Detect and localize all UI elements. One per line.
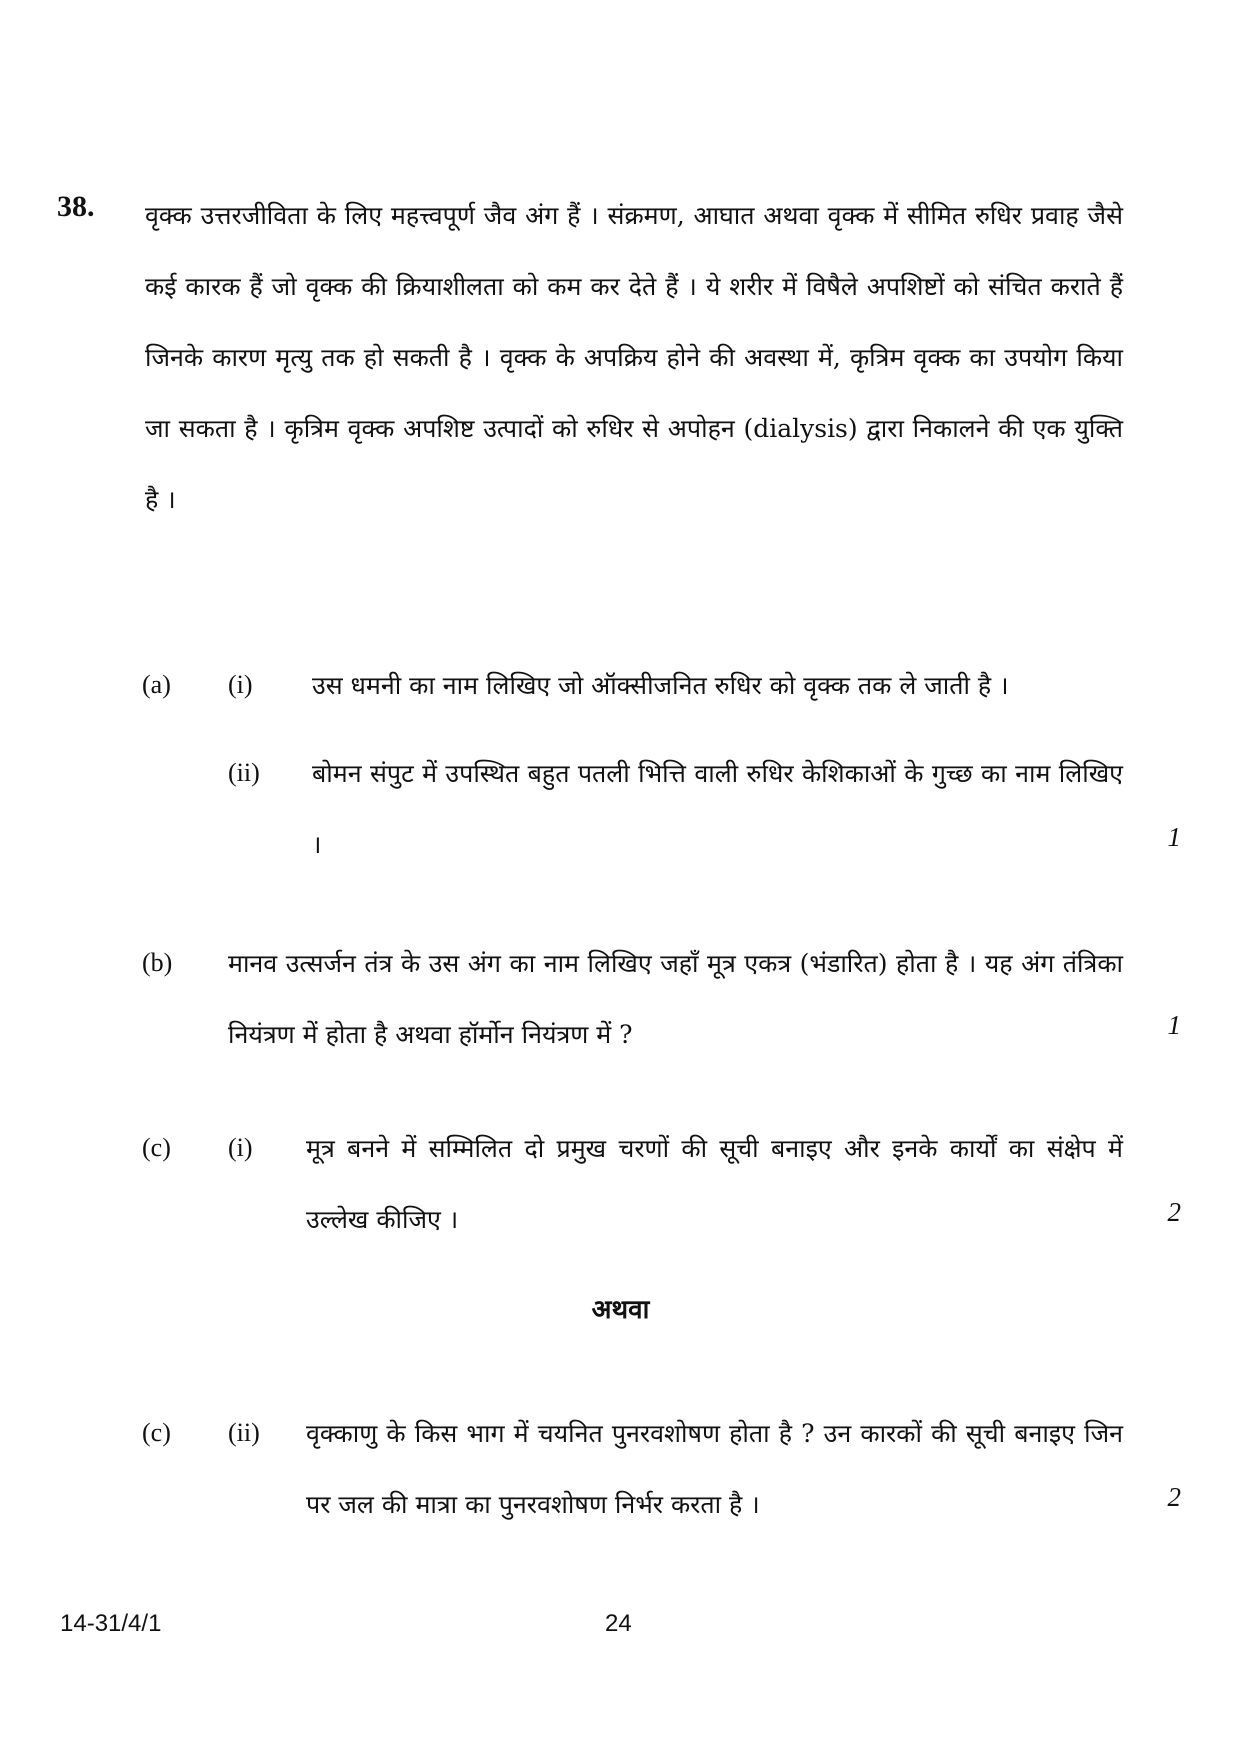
paper-code: 14-31/4/1 xyxy=(60,1610,162,1637)
part-a-label: (a) xyxy=(142,670,171,699)
part-a-ii-text: बोमन संपुट में उपस्थित बहुत पतली भित्ति वाली रुधिर केशिकाओं के गुच्छ का नाम लिखिए । xyxy=(312,759,1123,859)
part-c-i-marks: 2 xyxy=(1167,1197,1181,1227)
or-heading: अथवा xyxy=(591,1295,650,1325)
part-c-ii-marks: 2 xyxy=(1167,1482,1181,1512)
part-a-ii-label: (ii) xyxy=(228,758,260,787)
part-c-i-sublabel: (i) xyxy=(228,1133,253,1162)
part-a-i-text: उस धमनी का नाम लिखिए जो ऑक्सीजनित रुधिर को वृक्क तक ले जाती है । xyxy=(312,671,1009,700)
question-number: 38. xyxy=(57,190,95,223)
page-number: 24 xyxy=(605,1610,632,1637)
part-c-ii-sublabel: (ii) xyxy=(228,1418,260,1447)
part-c-i-label: (c) xyxy=(142,1133,171,1162)
part-c-i-text: मूत्र बनने में सम्मिलित दो प्रमुख चरणों की सूची बनाइए और इनके कार्यों का संक्षेप में उल्लेख कीजिए । xyxy=(306,1134,1123,1234)
part-b-label: (b) xyxy=(142,948,173,977)
part-a-marks: 1 xyxy=(1167,822,1181,852)
part-b-text: मानव उत्सर्जन तंत्र के उस अंग का नाम लिखिए जहाँ मूत्र एकत्र (भंडारित) होता है । यह अंग तंत्रिका नियंत्रण में होता है अथवा हॉर्मोन नियंत्रण में ? xyxy=(228,949,1123,1049)
part-c-ii-text: वृक्काणु के किस भाग में चयनित पुनरवशोषण होता है ? उन कारकों की सूची बनाइए जिन पर जल की मात्रा का पुनरवशोषण निर्भर करता है । xyxy=(306,1419,1123,1519)
part-a-i-label: (i) xyxy=(228,670,253,699)
part-c-ii-label: (c) xyxy=(142,1418,171,1447)
question-stem: वृक्क उत्तरजीविता के लिए महत्त्वपूर्ण जैव अंग हैं । संक्रमण, आघात अथवा वृक्क में सीमित रुधिर प्रवाह जैसे कई कारक हैं जो वृक्क की क्रियाशीलता को कम कर देते हैं । ये शरीर में विषैले अपशिष्टों को संचित कराते हैं जिनके कारण मृत्यु तक हो सकती है । वृक्क के अपक्रिय होने की अवस्था में, कृत्रिम वृक्क का उपयोग किया जा सकता है । कृत्रिम वृक्क अपशिष्ट उत्पादों को रुधिर से अपोहन (dialysis) द्वारा निकालने की एक युक्ति है । xyxy=(145,201,1123,514)
part-b-marks: 1 xyxy=(1167,1010,1181,1040)
